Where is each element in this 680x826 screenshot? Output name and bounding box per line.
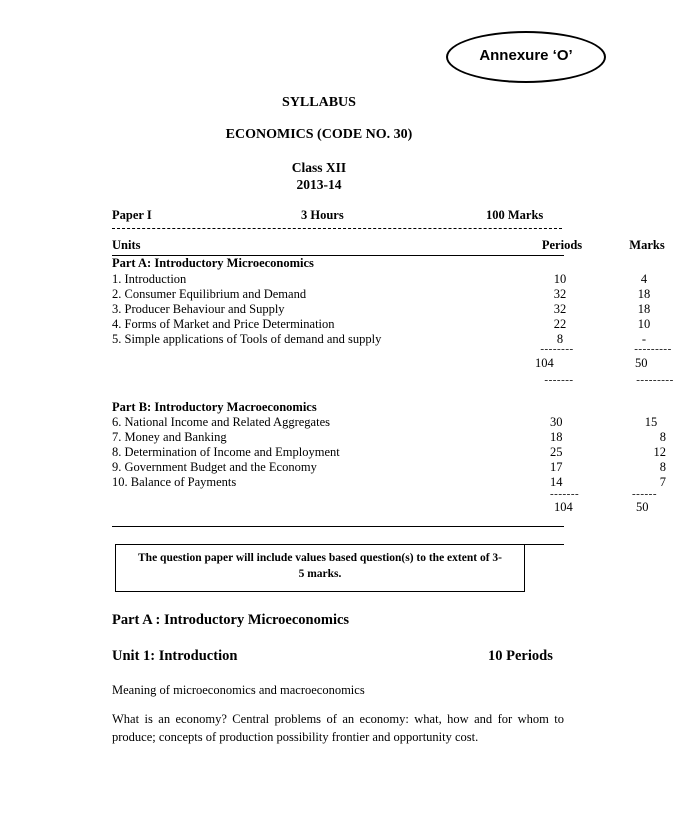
unit-marks: 18 [637,287,651,301]
table-bottom-rule [112,526,564,527]
table-row [112,460,666,475]
table-header [112,238,665,253]
dashed-rule [112,228,562,229]
unit-periods: 8 [556,332,564,346]
paper-name: Paper I [112,208,152,222]
unit-marks: 8 [659,430,666,444]
paragraph: What is an economy? Central problems of an economy: what, how and for whom to produce; concepts of production possibility frontier and opportunity cost. [112,712,564,744]
unit-name: 9. Government Budget and the Economy [112,460,317,474]
separator-periods: ------- [544,374,574,386]
part-a-heading [112,256,564,271]
table-row [112,272,648,287]
unit-name: 4. Forms of Market and Price Determination [112,317,335,331]
separator-marks: ------ [632,488,657,500]
note-text: The question paper will include values based question(s) to the extent of 3-5 marks. [138,552,502,580]
unit-name: 2. Consumer Equilibrium and Demand [112,287,307,301]
unit-periods: 32 [553,287,567,301]
unit-periods: 14 [550,475,563,489]
table-row [112,287,651,302]
total-periods: 104 [535,356,554,370]
annexure-label: Annexure ‘O’ [479,47,573,64]
separator-marks: --------- [636,374,674,386]
table-row [112,302,651,317]
separator-periods: -------- [540,343,574,355]
unit-name: 3. Producer Behaviour and Supply [112,302,285,316]
unit-periods: 22 [553,317,567,331]
paragraph: Meaning of microeconomics and macroeconomics [112,683,365,697]
unit-periods: 10 [553,272,567,286]
table-row [112,317,651,332]
unit-marks: 10 [637,317,651,331]
year-label: 2013-14 [296,177,342,192]
units-header: Units [112,238,141,252]
total-marks: 50 [635,356,648,370]
document-title: SYLLABUS [282,95,356,110]
document-subtitle: ECONOMICS (CODE NO. 30) [225,127,413,142]
unit-name: 10. Balance of Payments [112,475,237,489]
total-separator [112,373,674,388]
annexure-badge [446,31,606,83]
total-periods: 104 [554,500,573,514]
unit-periods: 30 [550,415,563,429]
part-b-heading-text: Part B: Introductory Macroeconomics [112,400,317,414]
unit-marks: 7 [659,475,666,489]
unit-periods: 18 [550,430,563,444]
section-heading: Part A : Introductory Microeconomics [112,612,350,628]
unit-marks: - [641,332,647,346]
total-marks: 50 [636,500,649,514]
class-label: Class XII [291,160,347,175]
part-a-heading-text: Part A: Introductory Microeconomics [112,256,314,270]
periods-header: Periods [541,238,583,252]
unit-periods: 32 [553,302,567,316]
separator-marks: --------- [634,343,672,355]
note-box [115,544,525,592]
unit-periods: 10 Periods [488,648,553,664]
unit-title: Unit 1: Introduction [112,648,238,664]
unit-name: 5. Simple applications of Tools of demand and supply [112,332,382,346]
unit-marks: 4 [640,272,648,286]
subtotal-separator [112,342,672,357]
unit-marks: 18 [637,302,651,316]
unit-name: 7. Money and Banking [112,430,227,444]
table-row [112,430,666,445]
marks-header: Marks [629,238,665,252]
paper-duration: 3 Hours [301,208,344,222]
separator-periods: ------- [550,488,580,500]
unit-name: 6. National Income and Related Aggregates [112,415,330,429]
part-b-total [112,500,649,515]
table-row [112,445,666,460]
part-b-heading [112,400,564,415]
paper-marks: 100 Marks [486,208,544,222]
unit-marks: 8 [659,460,666,474]
unit-name: 8. Determination of Income and Employment [112,445,340,459]
unit-periods: 17 [550,460,563,474]
table-row [112,415,658,430]
unit-marks: 15 [644,415,658,429]
part-a-total [112,356,648,371]
unit-marks: 12 [653,445,666,459]
unit-name: 1. Introduction [112,272,187,286]
unit-periods: 25 [550,445,563,459]
